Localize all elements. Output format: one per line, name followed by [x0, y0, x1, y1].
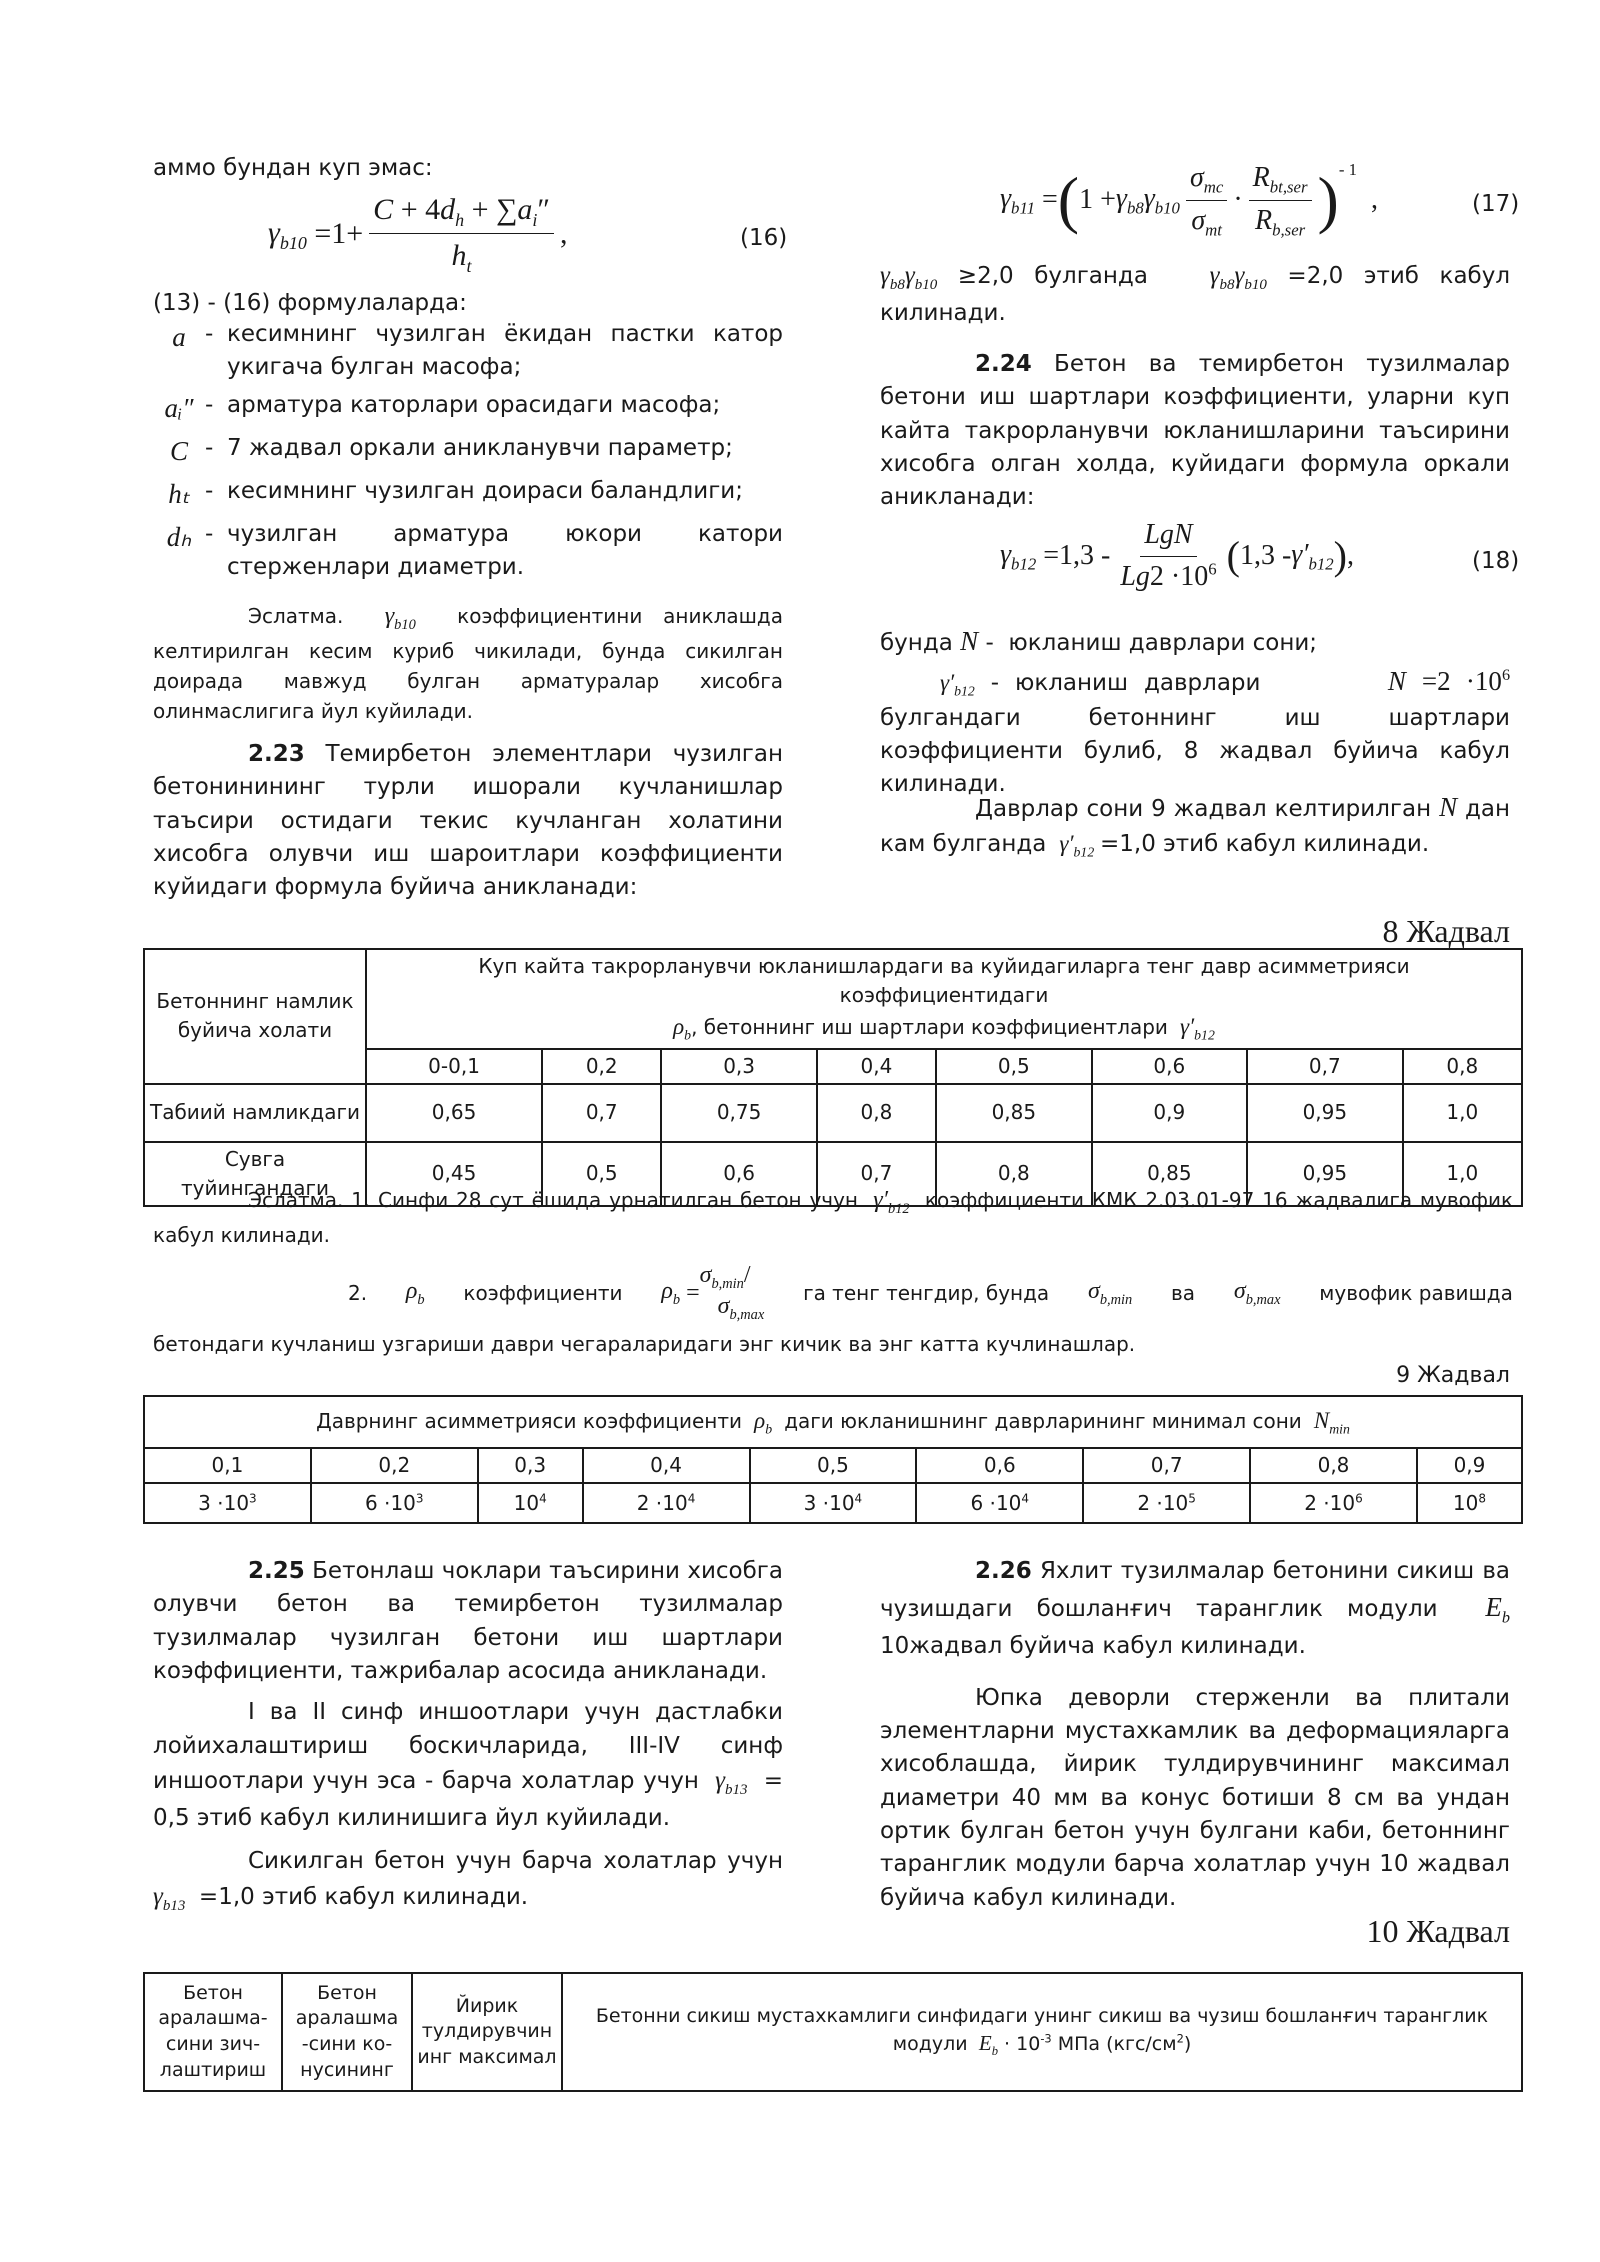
table8-cell: 0,7: [817, 1142, 936, 1206]
table9-head: Даврнинг асимметрияси коэффициенти $\rho_b$ даги юкланишнинг даврларининг минимал сони $N_{min}$: [144, 1396, 1522, 1448]
table10-head-cone: Бетон аралашма -сини ко-нусининг: [282, 1973, 412, 2091]
table9-col-header: 0,7: [1083, 1448, 1250, 1483]
table9-cell: $2 \cdot 10^4$: [583, 1483, 750, 1523]
table9-col-header: 0,8: [1250, 1448, 1417, 1483]
table8-col-header: 0,7: [1247, 1049, 1403, 1084]
table9-cell: $10^8$: [1417, 1483, 1522, 1523]
table8-title: 8 Жадвал: [1382, 913, 1510, 949]
table8-col-header: 0,5: [936, 1049, 1092, 1084]
table9-cell: $6 \cdot 10^3$: [311, 1483, 478, 1523]
legend-item: dₕ - чузилган арматура юкори катори стерженлари диаметри.: [153, 518, 783, 585]
table8-col-header: 0,8: [1403, 1049, 1522, 1084]
note-gamma-b10: Эслатма. $\gamma_{b10}$ коэффициентини аниклашда келтирилган кесим куриб чикилади, бунда сикилган доирада мавжуд булган арматуралар хисобга олинмаслигига йул куйилади.: [153, 603, 784, 724]
table10-head-aggregate: Йирик тулдирувчин инг максимал: [412, 1973, 562, 2091]
table8-cell: 0,6: [661, 1142, 817, 1206]
table8-row-label: Табиий намликдаги: [144, 1084, 366, 1142]
legend-item: aᵢ″ - арматура каторлари орасидаги масофа;: [153, 389, 783, 428]
legend-item: C - 7 жадвал оркали аникланувчи параметр;: [153, 432, 783, 471]
table8-cell: 0,95: [1247, 1142, 1403, 1206]
paragraph-2-23: 2.23 Темирбетон элементлари чузилган бетонинининг турли ишорали кучланишлар таъсири остидаги текис кучланган холатини хисобга олувчи иш шароитлари коэффициенти куйидаги формула буйича аникланади:: [153, 741, 783, 901]
table8-cell: 1,0: [1403, 1084, 1522, 1142]
table9-cell: $10^4$: [478, 1483, 583, 1523]
table8-cell: 0,85: [1092, 1142, 1248, 1206]
table9-col-header: 0,1: [144, 1448, 311, 1483]
table8-cell: 0,5: [542, 1142, 661, 1206]
table-row: [144, 1084, 1522, 1142]
condition-line: $\gamma_{b8}\gamma_{b10} \ge 2,0$ булганда $\gamma_{b8}\gamma_{b10} =2,0$ этиб кабул килинади.: [880, 262, 1511, 326]
cycles-paragraph: Даврлар сони 9 жадвал келтирилган N дан кам булганда $\gamma'_{b12} =1,0$ этиб кабул килинади.: [880, 792, 1511, 860]
legend-item: hₜ - кесимнинг чузилган доираси баландлиги;: [153, 475, 783, 514]
table9-cell: $6 \cdot 10^4$: [916, 1483, 1083, 1523]
table9-cell: $2 \cdot 10^5$: [1083, 1483, 1250, 1523]
table8-cell: 1,0: [1403, 1142, 1522, 1206]
legend-symbol: C: [169, 435, 188, 466]
legend-symbol: hₜ: [168, 478, 190, 509]
table8-note-1: Эслатма. 1. Синфи 28 сут ёшида урнатилган бетон учун $\gamma'_{b12}$ коэффициенти КМК 2.03.01-97 16 жадвалига мувофик кабул килинади.: [153, 1187, 1514, 1248]
eq16-number: (16): [740, 225, 788, 251]
table10-head-modulus: Бетонни сикиш мустахкамлиги синфидаги унинг сикиш ва чузиш бошланғич таранглик модули $E_b \cdot 10^{-3}$ МПа $(кгс/см^2)$: [562, 1973, 1522, 2091]
paragraph-2-26: 2.26 Яхлит тузилмалар бетонини сикиш ва чузишдаги бошланғич таранглик модули $E_b$ 10жадвал буйича кабул килинади. Юпка деворли стерженли ва плитали элементларни мустахкамлик ва деформацияларга хисоблашда, йирик тулдирувчининг максимал диаметри 40 мм ва конус ботиши 8 см ва ундан ортик булган бетон учун булгани каби, бетоннинг таранглик модули барча холатлар учун 10 жадвал буйича кабул килинади.: [880, 1558, 1511, 1911]
table-9: [143, 1395, 1523, 1524]
table9-col-header: 0,4: [583, 1448, 750, 1483]
table8-cell: 0,7: [542, 1084, 661, 1142]
table8-head-top: Куп кайта такрорланувчи юкланишлардаги ва куйидагиларга тенг давр асимметрияси коэффициентидаги $\rho_b$, бетоннинг иш шартлари коэффициентлари $\gamma'_{b12}$: [366, 949, 1522, 1049]
table-10: [143, 1972, 1523, 2092]
table9-cell: $3 \cdot 10^4$: [750, 1483, 917, 1523]
table8-cell: 0,9: [1092, 1084, 1248, 1142]
table-row: [144, 1483, 1522, 1523]
formula-16: $\gamma_{b10}$ =1+ $\frac{C + 4d_h + \sum a_i''}{h_t}$ ,: [268, 188, 567, 279]
table8-head-state: Бетоннинг намлик буйича холати: [144, 949, 366, 1084]
table8-cell: 0,85: [936, 1084, 1092, 1142]
table9-cell: $2 \cdot 10^6$: [1250, 1483, 1417, 1523]
table9-col-header: 0,2: [311, 1448, 478, 1483]
table8-row-label: Сувга туйингандаги: [144, 1142, 366, 1206]
gamma-definition: $\gamma'_{b12}$ - юкланиш даврлари $N =2 \cdot 10^6$ булгандаги бетоннинг иш шартлари коэффициенти булиб, 8 жадвал буйича кабул килинади.: [880, 666, 1511, 798]
n-definition: бунда N - юкланиш даврлари сони;: [880, 626, 1318, 656]
table-8: [143, 948, 1523, 1207]
legend-symbol: dₕ: [166, 522, 192, 553]
table10-head-compaction: Бетон аралашма-сини зич-лаштириш: [144, 1973, 282, 2091]
table8-col-header: 0,2: [542, 1049, 661, 1084]
legend-symbol: a: [172, 322, 186, 352]
formula-lead: (13) - (16) формулаларда:: [153, 290, 467, 316]
paragraph-2-25: 2.25 Бетонлаш чоклари таъсирини хисобга олувчи бетон ва темирбетон тузилмалар тузилмалар чузилган бетони иш шартлари коэффициенти, тажрибалар асосида аникланади. I ва II синф иншоотлари учун дастлабки лойихалаштириш боскичларида, III-IV синф иншоотлари учун эса - барча холатлар учун $\gamma_{b13} = 0,5$ этиб кабул килинишига йул куйилади. Сикилган бетон учун барча холатлар учун $\gamma_{b13} =1,0$ этиб кабул килинади.: [153, 1558, 784, 1914]
table9-cell: $3 \cdot 10^3$: [144, 1483, 311, 1523]
legend-item: a - кесимнинг чузилган ёкидан пастки катор укигача булган масофа;: [153, 318, 783, 385]
eq18-number: (18): [1472, 548, 1520, 574]
legend-list: [153, 318, 783, 589]
legend-symbol: aᵢ″: [164, 392, 194, 423]
formula-18: $\gamma_{b12}$ =1,3 - $\frac{\text{LgN}}{Lg2 \cdot 10^6}$ ( 1,3 - $\gamma'_{b12}$ ) ,: [1000, 515, 1354, 597]
table8-note-2: 2. $\rho_b$ коэффициенти $\rho_b$ = $\sigma_{b,min}/$ $\sigma_{b,max}$ га тенг тенгдир, бунда $\sigma_{b,min}$ ва $\sigma_{b,max}$ мувофик равишда бетондаги кучланиш узгариши даври чегараларидаги энг кичик ва энг катта кучлинашлар.: [153, 1262, 1513, 1357]
table8-cell: 0,45: [366, 1142, 542, 1206]
paragraph-2-24: 2.24 Бетон ва темирбетон тузилмалар бетони иш шартлари коэффициенти, уларни куп кайта такрорланувчи юкланишларини таъсирини хисобга олган холда, куйидаги формула оркали аникланади:: [880, 351, 1510, 511]
table9-col-header: 0,6: [916, 1448, 1083, 1483]
table8-cell: 0,95: [1247, 1084, 1403, 1142]
table8-cell: 0,75: [661, 1084, 817, 1142]
table8-col-header: 0-0,1: [366, 1049, 542, 1084]
table9-col-header: 0,5: [750, 1448, 917, 1483]
eq17-number: (17): [1472, 191, 1520, 217]
table9-col-header: 0,9: [1417, 1448, 1522, 1483]
table8-cell: 0,8: [936, 1142, 1092, 1206]
table8-col-header: 0,4: [817, 1049, 936, 1084]
table8-cell: 0,65: [366, 1084, 542, 1142]
table8-col-header: 0,6: [1092, 1049, 1248, 1084]
table9-col-header: 0,3: [478, 1448, 583, 1483]
table8-col-header: 0,3: [661, 1049, 817, 1084]
intro-line: аммо бундан куп эмас:: [153, 155, 433, 181]
table10-title: 10 Жадвал: [1366, 1913, 1510, 1949]
table8-cell: 0,8: [817, 1084, 936, 1142]
table9-title: 9 Жадвал: [1396, 1363, 1510, 1388]
formula-17: $\gamma_{b11}$ = ( 1 + $\gamma_{b8}\gamma_{b10}$ $\frac{\sigma_{mc}}{\sigma_{mt}}$ · $\frac{R_{bt,ser}}{R_{b,ser}}$ ) $^{- 1}$ ,: [1000, 160, 1379, 240]
